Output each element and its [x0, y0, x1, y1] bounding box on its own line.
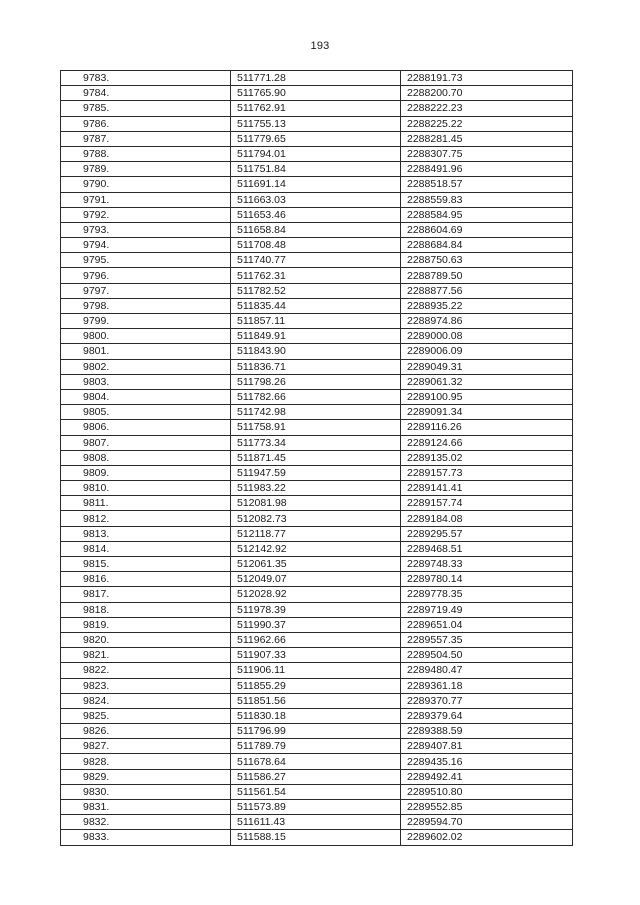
- point-number-cell: 9795.: [61, 253, 231, 268]
- table-row: [61, 253, 573, 268]
- x-coordinate-cell: 512118.77: [231, 526, 401, 541]
- y-coordinate-cell: 2289480.47: [401, 663, 573, 678]
- point-number-cell: 9791.: [61, 192, 231, 207]
- y-coordinate-cell: 2289602.02: [401, 830, 573, 845]
- x-coordinate-cell: 511830.18: [231, 708, 401, 723]
- table-row: [61, 815, 573, 830]
- x-coordinate-cell: 511789.79: [231, 739, 401, 754]
- x-coordinate-cell: 511762.31: [231, 268, 401, 283]
- y-coordinate-cell: 2289552.85: [401, 800, 573, 815]
- point-number-cell: 9821.: [61, 648, 231, 663]
- y-coordinate-cell: 2289435.16: [401, 754, 573, 769]
- y-coordinate-cell: 2288307.75: [401, 146, 573, 161]
- y-coordinate-cell: 2289388.59: [401, 724, 573, 739]
- x-coordinate-cell: 511691.14: [231, 177, 401, 192]
- x-coordinate-cell: 511962.66: [231, 632, 401, 647]
- table-row: [61, 146, 573, 161]
- x-coordinate-cell: 511836.71: [231, 359, 401, 374]
- y-coordinate-cell: 2288789.50: [401, 268, 573, 283]
- point-number-cell: 9816.: [61, 572, 231, 587]
- x-coordinate-cell: 511561.54: [231, 784, 401, 799]
- point-number-cell: 9830.: [61, 784, 231, 799]
- point-number-cell: 9786.: [61, 116, 231, 131]
- point-number-cell: 9797.: [61, 283, 231, 298]
- x-coordinate-cell: 511857.11: [231, 314, 401, 329]
- y-coordinate-cell: 2288935.22: [401, 298, 573, 313]
- point-number-cell: 9831.: [61, 800, 231, 815]
- x-coordinate-cell: 511871.45: [231, 450, 401, 465]
- table-row: [61, 739, 573, 754]
- point-number-cell: 9784.: [61, 86, 231, 101]
- point-number-cell: 9815.: [61, 557, 231, 572]
- table-row: [61, 724, 573, 739]
- point-number-cell: 9826.: [61, 724, 231, 739]
- x-coordinate-cell: 511849.91: [231, 329, 401, 344]
- table-row: [61, 587, 573, 602]
- x-coordinate-cell: 511798.26: [231, 374, 401, 389]
- y-coordinate-cell: 2289091.34: [401, 405, 573, 420]
- point-number-cell: 9805.: [61, 405, 231, 420]
- y-coordinate-cell: 2288750.63: [401, 253, 573, 268]
- y-coordinate-cell: 2289361.18: [401, 678, 573, 693]
- point-number-cell: 9798.: [61, 298, 231, 313]
- y-coordinate-cell: 2289492.41: [401, 769, 573, 784]
- y-coordinate-cell: 2289407.81: [401, 739, 573, 754]
- x-coordinate-cell: 511855.29: [231, 678, 401, 693]
- table-row: [61, 572, 573, 587]
- point-number-cell: 9817.: [61, 587, 231, 602]
- table-row: [61, 450, 573, 465]
- point-number-cell: 9833.: [61, 830, 231, 845]
- x-coordinate-cell: 511758.91: [231, 420, 401, 435]
- table-row: [61, 465, 573, 480]
- table-row: [61, 754, 573, 769]
- table-row: [61, 420, 573, 435]
- y-coordinate-cell: 2289157.73: [401, 465, 573, 480]
- y-coordinate-cell: 2288559.83: [401, 192, 573, 207]
- table-row: [61, 71, 573, 86]
- y-coordinate-cell: 2288604.69: [401, 222, 573, 237]
- y-coordinate-cell: 2289000.08: [401, 329, 573, 344]
- point-number-cell: 9792.: [61, 207, 231, 222]
- table-row: [61, 678, 573, 693]
- x-coordinate-cell: 511947.59: [231, 465, 401, 480]
- y-coordinate-cell: 2289135.02: [401, 450, 573, 465]
- x-coordinate-cell: 511708.48: [231, 238, 401, 253]
- y-coordinate-cell: 2289748.33: [401, 557, 573, 572]
- x-coordinate-cell: 511782.66: [231, 389, 401, 404]
- y-coordinate-cell: 2289594.70: [401, 815, 573, 830]
- x-coordinate-cell: 511794.01: [231, 146, 401, 161]
- x-coordinate-cell: 511611.43: [231, 815, 401, 830]
- y-coordinate-cell: 2289370.77: [401, 693, 573, 708]
- y-coordinate-cell: 2288584.95: [401, 207, 573, 222]
- x-coordinate-cell: 511588.15: [231, 830, 401, 845]
- point-number-cell: 9820.: [61, 632, 231, 647]
- x-coordinate-cell: 511658.84: [231, 222, 401, 237]
- y-coordinate-cell: 2289468.51: [401, 541, 573, 556]
- table-row: [61, 617, 573, 632]
- point-number-cell: 9806.: [61, 420, 231, 435]
- y-coordinate-cell: 2288518.57: [401, 177, 573, 192]
- point-number-cell: 9811.: [61, 496, 231, 511]
- x-coordinate-cell: 512061.35: [231, 557, 401, 572]
- point-number-cell: 9799.: [61, 314, 231, 329]
- table-row: [61, 86, 573, 101]
- x-coordinate-cell: 511771.28: [231, 71, 401, 86]
- x-coordinate-cell: 511663.03: [231, 192, 401, 207]
- table-row: [61, 435, 573, 450]
- table-row: [61, 632, 573, 647]
- y-coordinate-cell: 2289651.04: [401, 617, 573, 632]
- point-number-cell: 9802.: [61, 359, 231, 374]
- point-number-cell: 9783.: [61, 71, 231, 86]
- y-coordinate-cell: 2288281.45: [401, 131, 573, 146]
- table-row: [61, 511, 573, 526]
- x-coordinate-cell: 512082.73: [231, 511, 401, 526]
- table-row: [61, 131, 573, 146]
- x-coordinate-cell: 511762.91: [231, 101, 401, 116]
- x-coordinate-cell: 511983.22: [231, 481, 401, 496]
- point-number-cell: 9828.: [61, 754, 231, 769]
- x-coordinate-cell: 511851.56: [231, 693, 401, 708]
- x-coordinate-cell: 511742.98: [231, 405, 401, 420]
- table-row: [61, 238, 573, 253]
- table-row: [61, 830, 573, 845]
- point-number-cell: 9823.: [61, 678, 231, 693]
- y-coordinate-cell: 2289124.66: [401, 435, 573, 450]
- table-row: [61, 162, 573, 177]
- table-row: [61, 693, 573, 708]
- y-coordinate-cell: 2289061.32: [401, 374, 573, 389]
- y-coordinate-cell: 2288974.86: [401, 314, 573, 329]
- y-coordinate-cell: 2289780.14: [401, 572, 573, 587]
- y-coordinate-cell: 2289006.09: [401, 344, 573, 359]
- table-row: [61, 192, 573, 207]
- table-row: [61, 298, 573, 313]
- x-coordinate-cell: 511678.64: [231, 754, 401, 769]
- coordinates-table-body: [61, 71, 573, 846]
- table-row: [61, 283, 573, 298]
- y-coordinate-cell: 2289100.95: [401, 389, 573, 404]
- table-row: [61, 784, 573, 799]
- x-coordinate-cell: 511782.52: [231, 283, 401, 298]
- y-coordinate-cell: 2288200.70: [401, 86, 573, 101]
- point-number-cell: 9785.: [61, 101, 231, 116]
- point-number-cell: 9796.: [61, 268, 231, 283]
- page-number: 193: [310, 40, 330, 52]
- point-number-cell: 9803.: [61, 374, 231, 389]
- table-row: [61, 602, 573, 617]
- coordinates-table: [60, 70, 573, 846]
- y-coordinate-cell: 2288684.84: [401, 238, 573, 253]
- y-coordinate-cell: 2289295.57: [401, 526, 573, 541]
- table-row: [61, 222, 573, 237]
- y-coordinate-cell: 2289510.80: [401, 784, 573, 799]
- table-row: [61, 648, 573, 663]
- table-row: [61, 177, 573, 192]
- y-coordinate-cell: 2289049.31: [401, 359, 573, 374]
- x-coordinate-cell: 511843.90: [231, 344, 401, 359]
- point-number-cell: 9813.: [61, 526, 231, 541]
- table-row: [61, 359, 573, 374]
- x-coordinate-cell: 512081.98: [231, 496, 401, 511]
- point-number-cell: 9825.: [61, 708, 231, 723]
- y-coordinate-cell: 2289719.49: [401, 602, 573, 617]
- table-row: [61, 207, 573, 222]
- point-number-cell: 9807.: [61, 435, 231, 450]
- point-number-cell: 9810.: [61, 481, 231, 496]
- table-row: [61, 708, 573, 723]
- point-number-cell: 9793.: [61, 222, 231, 237]
- table-row: [61, 101, 573, 116]
- x-coordinate-cell: 511653.46: [231, 207, 401, 222]
- x-coordinate-cell: 511573.89: [231, 800, 401, 815]
- table-row: [61, 541, 573, 556]
- x-coordinate-cell: 511978.39: [231, 602, 401, 617]
- x-coordinate-cell: 511990.37: [231, 617, 401, 632]
- y-coordinate-cell: 2288491.96: [401, 162, 573, 177]
- table-row: [61, 526, 573, 541]
- table-row: [61, 344, 573, 359]
- x-coordinate-cell: 512028.92: [231, 587, 401, 602]
- y-coordinate-cell: 2289141.41: [401, 481, 573, 496]
- x-coordinate-cell: 511740.77: [231, 253, 401, 268]
- table-row: [61, 374, 573, 389]
- x-coordinate-cell: 511755.13: [231, 116, 401, 131]
- point-number-cell: 9790.: [61, 177, 231, 192]
- y-coordinate-cell: 2288222.23: [401, 101, 573, 116]
- x-coordinate-cell: 511765.90: [231, 86, 401, 101]
- table-row: [61, 481, 573, 496]
- y-coordinate-cell: 2288877.56: [401, 283, 573, 298]
- point-number-cell: 9818.: [61, 602, 231, 617]
- y-coordinate-cell: 2289184.08: [401, 511, 573, 526]
- point-number-cell: 9814.: [61, 541, 231, 556]
- point-number-cell: 9812.: [61, 511, 231, 526]
- table-row: [61, 769, 573, 784]
- x-coordinate-cell: 511751.84: [231, 162, 401, 177]
- point-number-cell: 9788.: [61, 146, 231, 161]
- table-row: [61, 268, 573, 283]
- table-row: [61, 405, 573, 420]
- y-coordinate-cell: 2289116.26: [401, 420, 573, 435]
- point-number-cell: 9789.: [61, 162, 231, 177]
- x-coordinate-cell: 512142.92: [231, 541, 401, 556]
- x-coordinate-cell: 511586.27: [231, 769, 401, 784]
- y-coordinate-cell: 2289157.74: [401, 496, 573, 511]
- x-coordinate-cell: 511835.44: [231, 298, 401, 313]
- y-coordinate-cell: 2289504.50: [401, 648, 573, 663]
- point-number-cell: 9809.: [61, 465, 231, 480]
- point-number-cell: 9829.: [61, 769, 231, 784]
- point-number-cell: 9819.: [61, 617, 231, 632]
- table-row: [61, 389, 573, 404]
- point-number-cell: 9827.: [61, 739, 231, 754]
- point-number-cell: 9801.: [61, 344, 231, 359]
- point-number-cell: 9808.: [61, 450, 231, 465]
- point-number-cell: 9804.: [61, 389, 231, 404]
- point-number-cell: 9794.: [61, 238, 231, 253]
- x-coordinate-cell: 511906.11: [231, 663, 401, 678]
- y-coordinate-cell: 2289379.64: [401, 708, 573, 723]
- table-row: [61, 116, 573, 131]
- x-coordinate-cell: 511796.99: [231, 724, 401, 739]
- table-row: [61, 557, 573, 572]
- x-coordinate-cell: 512049.07: [231, 572, 401, 587]
- point-number-cell: 9822.: [61, 663, 231, 678]
- point-number-cell: 9800.: [61, 329, 231, 344]
- point-number-cell: 9824.: [61, 693, 231, 708]
- point-number-cell: 9832.: [61, 815, 231, 830]
- y-coordinate-cell: 2288191.73: [401, 71, 573, 86]
- y-coordinate-cell: 2289778.35: [401, 587, 573, 602]
- y-coordinate-cell: 2289557.35: [401, 632, 573, 647]
- table-row: [61, 496, 573, 511]
- x-coordinate-cell: 511907.33: [231, 648, 401, 663]
- table-row: [61, 329, 573, 344]
- x-coordinate-cell: 511773.34: [231, 435, 401, 450]
- table-row: [61, 314, 573, 329]
- point-number-cell: 9787.: [61, 131, 231, 146]
- x-coordinate-cell: 511779.65: [231, 131, 401, 146]
- table-row: [61, 663, 573, 678]
- y-coordinate-cell: 2288225.22: [401, 116, 573, 131]
- table-row: [61, 800, 573, 815]
